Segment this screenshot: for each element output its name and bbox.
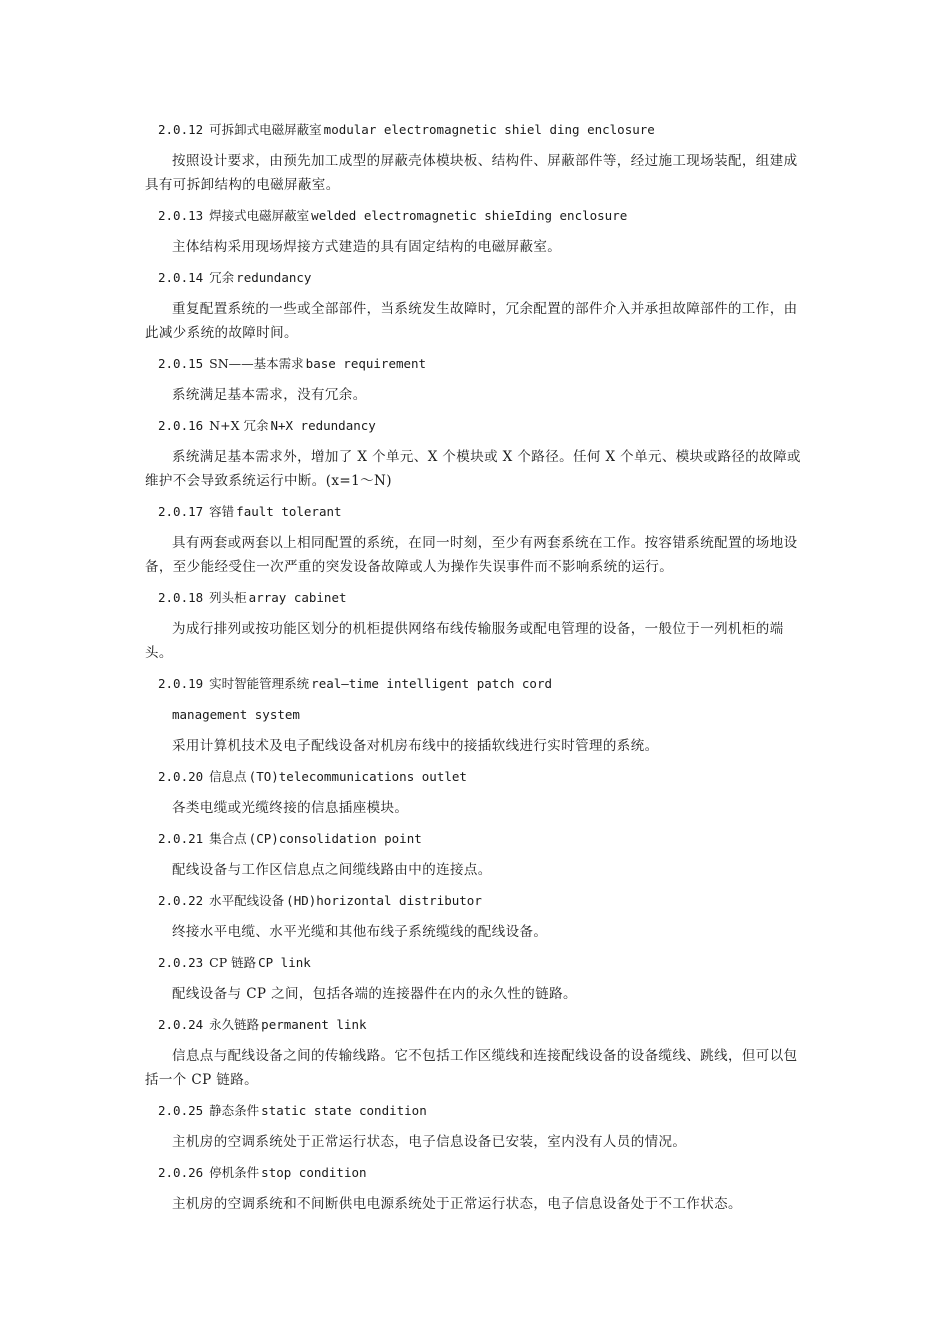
glossary-entry (145, 951, 807, 1006)
clause-number: 2.0.13 (158, 208, 204, 223)
term-heading (145, 1099, 807, 1123)
term-english: modular electromagnetic shiel ding enclosure (323, 122, 655, 137)
term-english: welded electromagnetic shieIding enclosure (311, 208, 628, 223)
term-chinese: 集合点 (209, 831, 247, 846)
term-heading (145, 266, 807, 290)
term-chinese: 停机条件 (209, 1165, 260, 1180)
term-chinese: 静态条件 (209, 1103, 260, 1118)
glossary-entry (145, 500, 807, 579)
glossary-entry (145, 1099, 807, 1154)
clause-number: 2.0.23 (158, 955, 204, 970)
term-chinese: 永久链路 (209, 1017, 260, 1032)
term-definition: 主体结构采用现场焊接方式建造的具有固定结构的电磁屏蔽室。 (172, 239, 562, 255)
term-chinese: 可拆卸式电磁屏蔽室 (209, 122, 322, 137)
glossary-entry (145, 352, 807, 407)
clause-number: 2.0.21 (158, 831, 204, 846)
term-heading (145, 204, 807, 228)
term-english: (HD)horizontal distributor (286, 893, 482, 908)
clause-number: 2.0.18 (158, 590, 204, 605)
clause-number: 2.0.22 (158, 893, 204, 908)
term-english: (TO)telecommunications outlet (248, 769, 467, 784)
term-definition: 系统满足基本需求，没有冗余。 (172, 387, 367, 403)
clause-number: 2.0.16 (158, 418, 204, 433)
term-definition: 配线设备与 CP 之间，包括各端的连接器件在内的永久性的链路。 (172, 986, 577, 1002)
clause-number: 2.0.25 (158, 1103, 204, 1118)
term-english-continued: management system (172, 707, 300, 722)
glossary-section (145, 118, 807, 1223)
term-english: fault tolerant (236, 504, 342, 519)
term-heading (145, 586, 807, 610)
clause-number: 2.0.26 (158, 1165, 204, 1180)
term-chinese: 实时智能管理系统 (209, 676, 310, 691)
term-english: permanent link (261, 1017, 367, 1032)
term-definition: 主机房的空调系统和不间断供电电源系统处于正常运行状态，电子信息设备处于不工作状态。 (172, 1196, 742, 1212)
term-definition: 配线设备与工作区信息点之间缆线路由中的连接点。 (172, 862, 492, 878)
term-definition: 按照设计要求，由预先加工成型的屏蔽壳体模块板、结构件、屏蔽部件等，经过施工现场装配，组建成具有可拆卸结构的电磁屏蔽室。 (145, 153, 798, 193)
term-chinese: 容错 (209, 504, 235, 519)
term-chinese: SN——基本需求 (209, 356, 304, 371)
clause-number: 2.0.20 (158, 769, 204, 784)
clause-number: 2.0.17 (158, 504, 204, 519)
term-chinese: 列头柜 (209, 590, 247, 605)
term-english: (CP)consolidation point (248, 831, 422, 846)
term-definition: 终接水平电缆、水平光缆和其他布线子系统缆线的配线设备。 (172, 924, 548, 940)
term-heading (145, 672, 807, 696)
term-chinese: N+X 冗余 (209, 418, 269, 433)
term-chinese: 水平配线设备 (209, 893, 285, 908)
term-chinese: CP 链路 (209, 955, 257, 970)
term-definition: 采用计算机技术及电子配线设备对机房布线中的接插软线进行实时管理的系统。 (172, 738, 659, 754)
term-heading (145, 500, 807, 524)
glossary-entry (145, 672, 807, 758)
term-english: redundancy (236, 270, 312, 285)
term-chinese: 信息点 (209, 769, 247, 784)
glossary-entry (145, 765, 807, 820)
term-heading (145, 118, 807, 142)
term-chinese: 冗余 (209, 270, 235, 285)
clause-number: 2.0.24 (158, 1017, 204, 1032)
term-definition: 主机房的空调系统处于正常运行状态，电子信息设备已安装，室内没有人员的情况。 (172, 1134, 687, 1150)
glossary-entry (145, 1161, 807, 1216)
clause-number: 2.0.14 (158, 270, 204, 285)
term-english: static state condition (261, 1103, 427, 1118)
term-definition: 为成行排列或按功能区划分的机柜提供网络布线传输服务或配电管理的设备，一般位于一列机柜的端头。 (145, 621, 784, 661)
glossary-entry (145, 827, 807, 882)
term-english: N+X redundancy (270, 418, 376, 433)
term-definition: 信息点与配线设备之间的传输线路。它不包括工作区缆线和连接配线设备的设备缆线、跳线，但可以包括一个 CP 链路。 (145, 1048, 798, 1088)
term-heading (145, 352, 807, 376)
glossary-entry (145, 204, 807, 259)
clause-number: 2.0.12 (158, 122, 204, 137)
term-definition: 重复配置系统的一些或全部部件，当系统发生故障时，冗余配置的部件介入并承担故障部件的工作，由此减少系统的故障时间。 (145, 301, 798, 341)
term-heading (145, 765, 807, 789)
glossary-entry (145, 1013, 807, 1092)
term-chinese: 焊接式电磁屏蔽室 (209, 208, 310, 223)
term-english: array cabinet (248, 590, 347, 605)
term-english: CP link (258, 955, 311, 970)
term-heading (145, 951, 807, 975)
term-english: stop condition (261, 1165, 367, 1180)
glossary-entry (145, 586, 807, 665)
term-english: base requirement (305, 356, 427, 371)
term-heading (145, 1013, 807, 1037)
glossary-entry (145, 266, 807, 345)
glossary-entry (145, 118, 807, 197)
term-definition: 具有两套或两套以上相同配置的系统，在同一时刻，至少有两套系统在工作。按容错系统配置的场地设备，至少能经受住一次严重的突发设备故障或人为操作失误事件而不影响系统的运行。 (145, 535, 798, 575)
term-heading (145, 1161, 807, 1185)
clause-number: 2.0.19 (158, 676, 204, 691)
term-heading (145, 414, 807, 438)
term-definition: 系统满足基本需求外，增加了 X 个单元、X 个模块或 X 个路径。任何 X 个单元、模块或路径的故障或维护不会导致系统运行中断。(x=1～N) (145, 449, 801, 489)
term-definition: 各类电缆或光缆终接的信息插座模块。 (172, 800, 409, 816)
term-english: real—time intelligent patch cord (311, 676, 552, 691)
clause-number: 2.0.15 (158, 356, 204, 371)
glossary-entry (145, 414, 807, 493)
glossary-entry (145, 889, 807, 944)
term-heading (145, 889, 807, 913)
term-heading (145, 827, 807, 851)
